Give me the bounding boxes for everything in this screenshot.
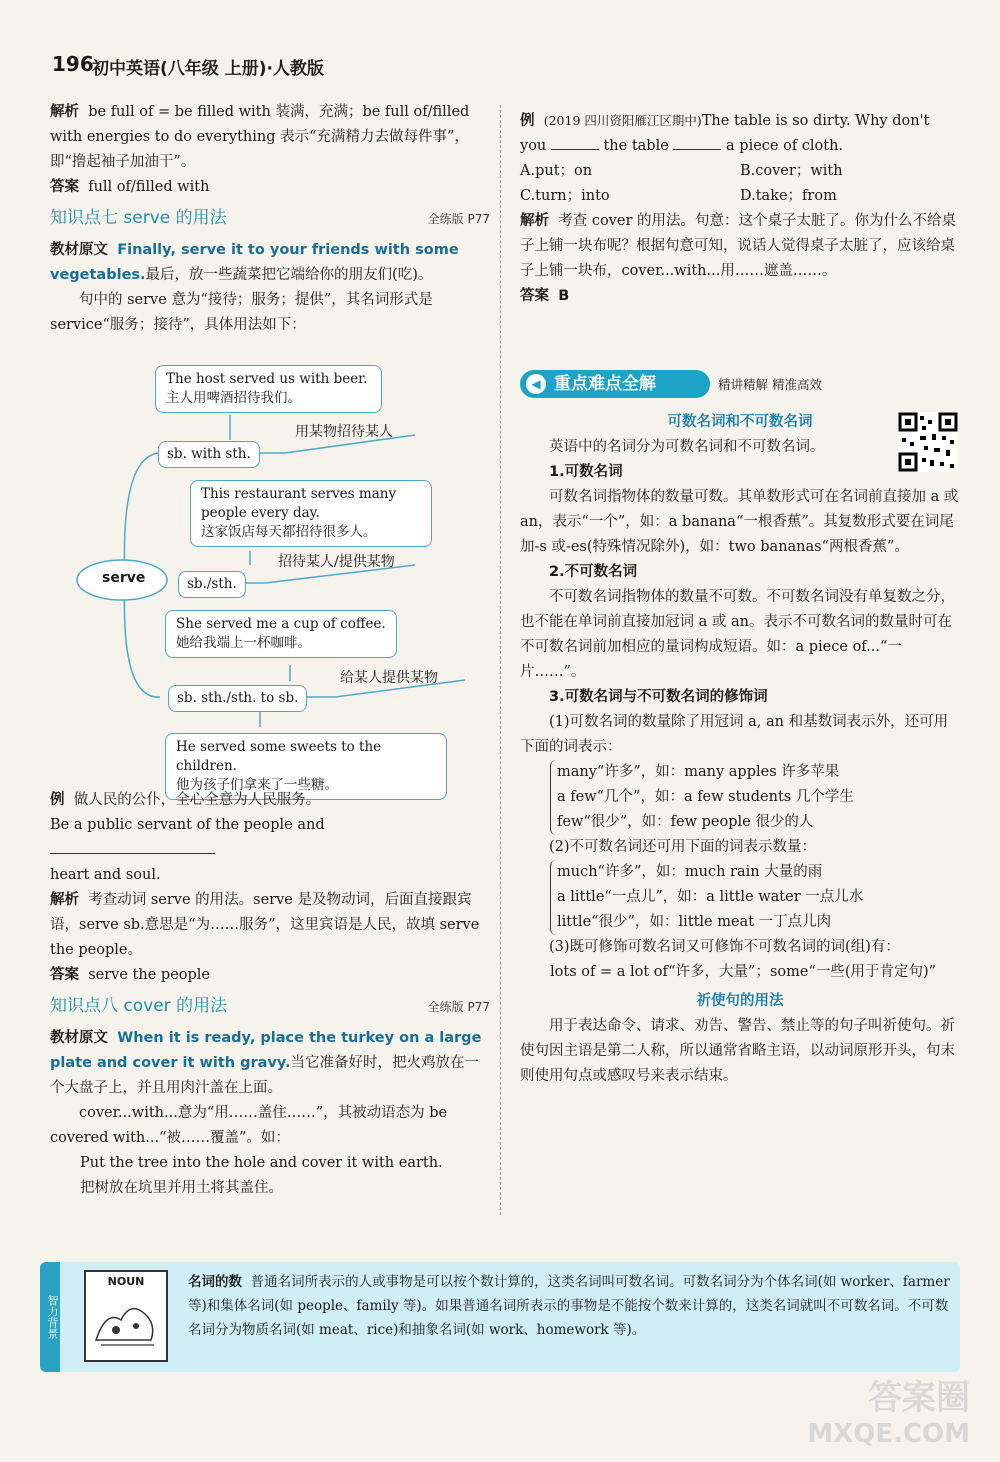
r-example-q3: a piece of cloth. [726, 138, 844, 154]
uncountable-modifier-list [550, 860, 960, 935]
option-d: D.take；from [740, 188, 837, 204]
serve-mind-map [50, 355, 490, 793]
noun-book-image [84, 1270, 168, 1362]
kp8-source-label: 教材原文 [50, 1030, 108, 1046]
option-c: C.turn；into [520, 188, 610, 204]
r-example-source: (2019 四川资阳雁江区期中) [543, 113, 702, 128]
option-a: A.put；on [520, 163, 593, 179]
background-label: 名词的数 [188, 1274, 242, 1290]
mind-example-1: The host served us with beer. 主人用啤酒招待我们。 [155, 365, 382, 413]
list1-item: few“很少”，如：few people 很少的人 [557, 814, 814, 830]
right-column-bottom [520, 410, 960, 1089]
option-b: B.cover；with [740, 163, 843, 179]
answer-label: 答案 [50, 179, 79, 195]
sec1-intro: 英语中的名词分为可数名词和不可数名词。 [549, 439, 825, 455]
list2-item: little“很少”，如：little meat 一丁点儿肉 [557, 914, 832, 930]
analysis-label: 解析 [50, 104, 79, 120]
mind-example-2: This restaurant serves many people every day. 这家饭店每天都招待很多人。 [190, 480, 432, 547]
r-analysis-label: 解析 [520, 213, 549, 229]
mind-example-3: She served me a cup of coffee. 她给我端上一杯咖啡。 [165, 610, 397, 658]
example-en-2: heart and soul. [50, 867, 161, 883]
answer-blank [50, 853, 215, 854]
example-analysis-label: 解析 [50, 892, 79, 908]
mind-note-1: 用某物招待某人 [295, 424, 393, 440]
mind-node-1: sb. with sth. [158, 441, 260, 468]
sub2-title: 2.不可数名词 [549, 564, 638, 580]
kp8-title: 知识点八 cover 的用法 [50, 996, 228, 1016]
left-column-top [50, 100, 490, 338]
kp8-source-cn: 当它准备好时，把火鸡放在一个大盘子上，并且用肉汁盖在上面。 [50, 1055, 480, 1096]
sub2-text: 不可数名词指物体的数量不可数。不可数名词没有单复数之分，也不能在单词前直接加冠词 a 或 an。表示不可数名词的数量时可在不可数名词前加相应的量词构成短语。如：a piece of...“一片……”。 [520, 589, 955, 680]
background-text [188, 1270, 950, 1342]
example-answer: serve the people [88, 967, 211, 983]
kp8-example-cn: 把树放在坑里并用土将其盖住。 [80, 1180, 283, 1196]
example-answer-label: 答案 [50, 967, 79, 983]
r-example-q1: The table is so dirty. Why don't you [520, 113, 930, 154]
mind-example-4: He served some sweets to the children. 他为孩子们拿来了一些糖。 [165, 733, 447, 800]
kp8-source-en: When it is ready, place the turkey on a large plate and cover it with gravy. [50, 1030, 482, 1071]
background-knowledge-box [40, 1262, 960, 1372]
kp7-source-en: Finally, serve it to your friends with some vegetables. [50, 242, 459, 283]
left-column-bottom [50, 788, 490, 1201]
kp8-heading [50, 994, 490, 1020]
mind-node-2: sb./sth. [178, 571, 246, 598]
r-answer-label: 答案 [520, 288, 549, 304]
list1-item: a few“几个”，如：a few students 几个学生 [557, 789, 854, 805]
kp7-ref: 全练版 P77 [427, 212, 490, 226]
sec2-text: 用于表达命令、请求、劝告、警告、禁止等的句子叫祈使句。祈使句因主语是第二人称，所以通常省略主语，以动词原形开头，句末则使用句点或感叹号来表示结束。 [520, 1018, 955, 1084]
kp7-heading [50, 206, 490, 232]
intro-answer: full of/filled with [88, 179, 210, 195]
book-title: 初中英语(八年级 上册)·人教版 [92, 59, 324, 79]
mind-note-2: 招待某人/提供某物 [278, 554, 395, 570]
r-example-q2: the table [603, 138, 669, 154]
p3-text: (3)既可修饰可数名词又可修饰不可数名词的词(组)有： [549, 939, 900, 955]
background-tab: 智力背景 [40, 1262, 60, 1372]
kp7-explain: 句中的 serve 意为“接待；服务；提供”，其名词形式是 service“服务；接待”，具体用法如下： [50, 292, 433, 333]
mind-root: serve [102, 570, 146, 586]
sec1-title: 可数名词和不可数名词 [667, 414, 813, 430]
list2-item: a little“一点儿”，如：a little water 一点儿水 [557, 889, 864, 905]
watermark-line-1: 答案圈 [868, 1378, 970, 1418]
blank-1 [551, 149, 599, 150]
example-en-1: Be a public servant of the people and [50, 817, 325, 833]
mind-note-3: 给某人提供某物 [340, 670, 438, 686]
watermark-line-2: MXQE.COM [807, 1419, 970, 1449]
example-label: 例 [50, 792, 65, 808]
noun-book-caption: NOUN [107, 1275, 145, 1288]
column-divider [500, 105, 501, 1215]
kp7-source-label: 教材原文 [50, 242, 108, 258]
p3b-text: lots of = a lot of“许多，大量”；some“一些(用于肯定句)” [550, 964, 937, 980]
key-points-banner [520, 370, 960, 400]
banner-title-text: 重点难点全解 [554, 374, 656, 394]
intro-text: be full of = be filled with 装满，充满；be full of/filled with energies to do everything 表示“充满精力去做每件事”，即“撸起袖子加油干”。 [50, 104, 470, 170]
banner-title [520, 370, 710, 398]
banner-subtitle: 精讲精解 精准高效 [718, 377, 822, 392]
list1-item: many“许多”，如：many apples 许多苹果 [557, 764, 840, 780]
blank-2 [673, 149, 721, 150]
r-analysis: 考查 cover 的用法。句意：这个桌子太脏了。你为什么不给桌子上铺一块布呢？根据句意可知，说话人觉得桌子太脏了，应该给桌子上铺一块布，cover...with...用……遮盖……。 [520, 213, 956, 279]
example-analysis: 考查动词 serve 的用法。serve 是及物动词，后面直接跟宾语，serve sb.意思是“为……服务”，这里宾语是人民，故填 serve the people。 [50, 892, 480, 958]
sub1-title: 1.可数名词 [549, 464, 623, 480]
kp8-example-en: Put the tree into the hole and cover it with earth. [80, 1155, 443, 1171]
r-answer: B [558, 288, 570, 304]
p1-text: (1)可数名词的数量除了用冠词 a, an 和基数词表示外，还可用下面的词表示： [520, 714, 949, 755]
megaphone-icon: ◀ [526, 374, 546, 394]
kp8-explain: cover...with...意为“用……盖住……”，其被动语态为 be covered with...“被……覆盖”。如： [50, 1105, 448, 1146]
kp8-ref: 全练版 P77 [427, 1000, 490, 1014]
r-example-label: 例 [520, 113, 535, 129]
noun-illustration-icon [86, 1290, 166, 1350]
sub1-text: 可数名词指物体的数量可数。其单数形式可在名词前直接加 a 或 an，表示“一个”，如：a banana“一根香蕉”。其复数形式要在词尾加-s 或-es(特殊情况除外)，如：two bananas“两根香蕉”。 [520, 489, 959, 555]
p2-text: (2)不可数名词还可用下面的词表示数量： [549, 839, 817, 855]
sec2-title: 祈使句的用法 [696, 993, 784, 1009]
background-body: 普通名词所表示的人或事物是可以按个数计算的，这类名词叫可数名词。可数名词分为个体名词(如 worker、farmer 等)和集体名词(如 people、family 等)。如果普通名词所表示的事物是不能按个数来计算的，这类名词就叫不可数名词。不可数名词分为物质名词(如 meat、rice)和抽象名词(如 work、homework 等)。 [188, 1274, 950, 1338]
page-number: 196 [52, 52, 94, 76]
mind-node-3: sb. sth./sth. to sb. [168, 685, 307, 712]
right-column-top [520, 108, 960, 309]
list2-item: much“许多”，如：much rain 大量的雨 [557, 864, 823, 880]
options-grid [520, 159, 960, 209]
example-cn: 做人民的公仆，全心全意为人民服务。 [73, 792, 321, 808]
watermark [807, 1380, 970, 1452]
countable-modifier-list [550, 760, 960, 835]
kp7-title: 知识点七 serve 的用法 [50, 208, 227, 228]
sub3-title: 3.可数名词与不可数名词的修饰词 [549, 689, 768, 705]
kp7-source-cn: 最后，放一些蔬菜把它端给你的朋友们(吃)。 [145, 267, 433, 283]
